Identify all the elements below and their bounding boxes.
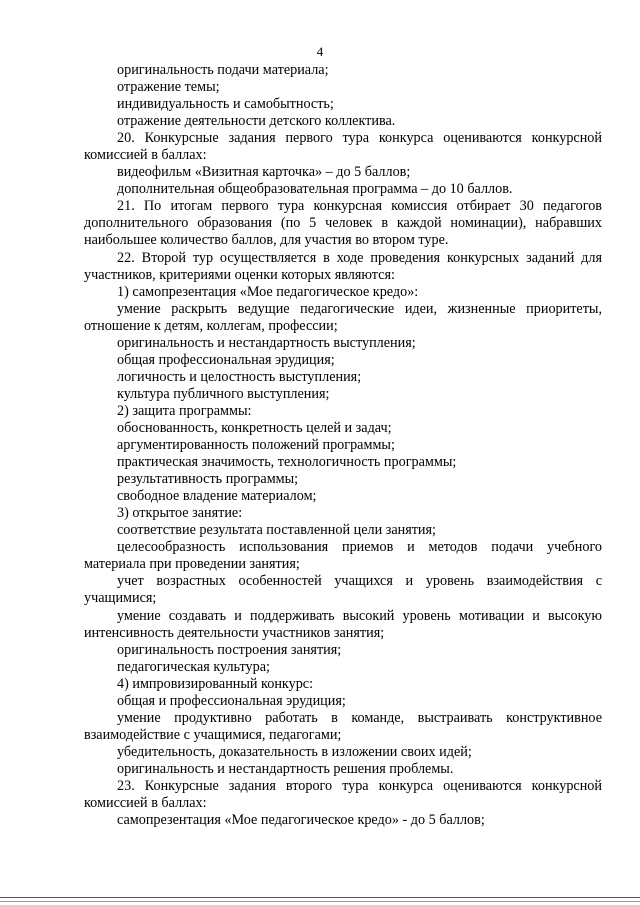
page-number: 4 <box>316 44 324 59</box>
paragraph: оригинальность и нестандартность решения проблемы. <box>117 760 454 777</box>
paragraph: самопрезентация «Мое педагогическое кредо» - до 5 баллов; <box>117 812 485 829</box>
paragraph-item-20: 20. Конкурсные задания первого тура конкурса оцениваются конкурсной комиссией в баллах: <box>84 130 602 164</box>
paragraph: видеофильм «Визитная карточка» – до 5 баллов; <box>117 164 411 181</box>
paragraph: 1) самопрезентация «Мое педагогическое кредо»: <box>117 283 419 300</box>
paragraph: умение раскрыть ведущие педагогические идеи, жизненные приоритеты, отношение к детям, коллегам, профессии; <box>84 300 602 334</box>
paragraph: 4) импровизированный конкурс: <box>117 675 314 692</box>
document-body <box>84 62 602 829</box>
paragraph: оригинальность подачи материала; <box>117 62 329 78</box>
paragraph: умение создавать и поддерживать высокий уровень мотивации и высокую интенсивность деятельности участников занятия; <box>84 607 602 641</box>
scan-edge-line <box>0 897 640 898</box>
paragraph-item-23: 23. Конкурсные задания второго тура конкурса оцениваются конкурсной комиссией в баллах: <box>84 777 602 812</box>
paragraph: учет возрастных особенностей учащихся и уровень взаимодействия с учащимися; <box>84 573 602 607</box>
paragraph: аргументированность положений программы; <box>117 437 395 454</box>
paragraph: практическая значимость, технологичность программы; <box>117 454 457 471</box>
paragraph: оригинальность построения занятия; <box>117 641 342 658</box>
paragraph: логичность и целостность выступления; <box>117 368 362 385</box>
paragraph: общая профессиональная эрудиция; <box>117 351 335 368</box>
paragraph: 2) защита программы: <box>117 402 252 419</box>
paragraph: 3) открытое занятие: <box>117 505 243 522</box>
scan-edge-line <box>0 901 640 902</box>
paragraph: свободное владение материалом; <box>117 488 317 505</box>
paragraph: отражение темы; <box>117 79 220 96</box>
paragraph: обоснованность, конкретность целей и задач; <box>117 419 392 436</box>
paragraph-item-21: 21. По итогам первого тура конкурсная комиссия отбирает 30 педагогов дополнительного образования (по 5 человек в каждой номинации), набравших наибольшее количество баллов, для участия во втором туре. <box>84 198 602 249</box>
paragraph: отражение деятельности детского коллектива. <box>117 113 396 130</box>
paragraph: соответствие результата поставленной цели занятия; <box>117 522 436 539</box>
paragraph: результативность программы; <box>117 471 299 488</box>
paragraph: убедительность, доказательность в изложении своих идей; <box>117 743 472 760</box>
paragraph: культура публичного выступления; <box>117 385 330 402</box>
paragraph: умение продуктивно работать в команде, выстраивать конструктивное взаимодействие с учащимися, педагогами; <box>84 709 602 743</box>
paragraph: общая и профессиональная эрудиция; <box>117 692 346 709</box>
paragraph: индивидуальность и самобытность; <box>117 96 334 113</box>
paragraph: педагогическая культура; <box>117 658 270 675</box>
paragraph-item-22: 22. Второй тур осуществляется в ходе проведения конкурсных заданий для участников, критериями оценки которых являются: <box>84 249 602 283</box>
paragraph: оригинальность и нестандартность выступления; <box>117 334 416 351</box>
paragraph: целесообразность использования приемов и методов подачи учебного материала при проведении занятия; <box>84 539 602 573</box>
paragraph: дополнительная общеобразовательная программа – до 10 баллов. <box>117 181 513 198</box>
